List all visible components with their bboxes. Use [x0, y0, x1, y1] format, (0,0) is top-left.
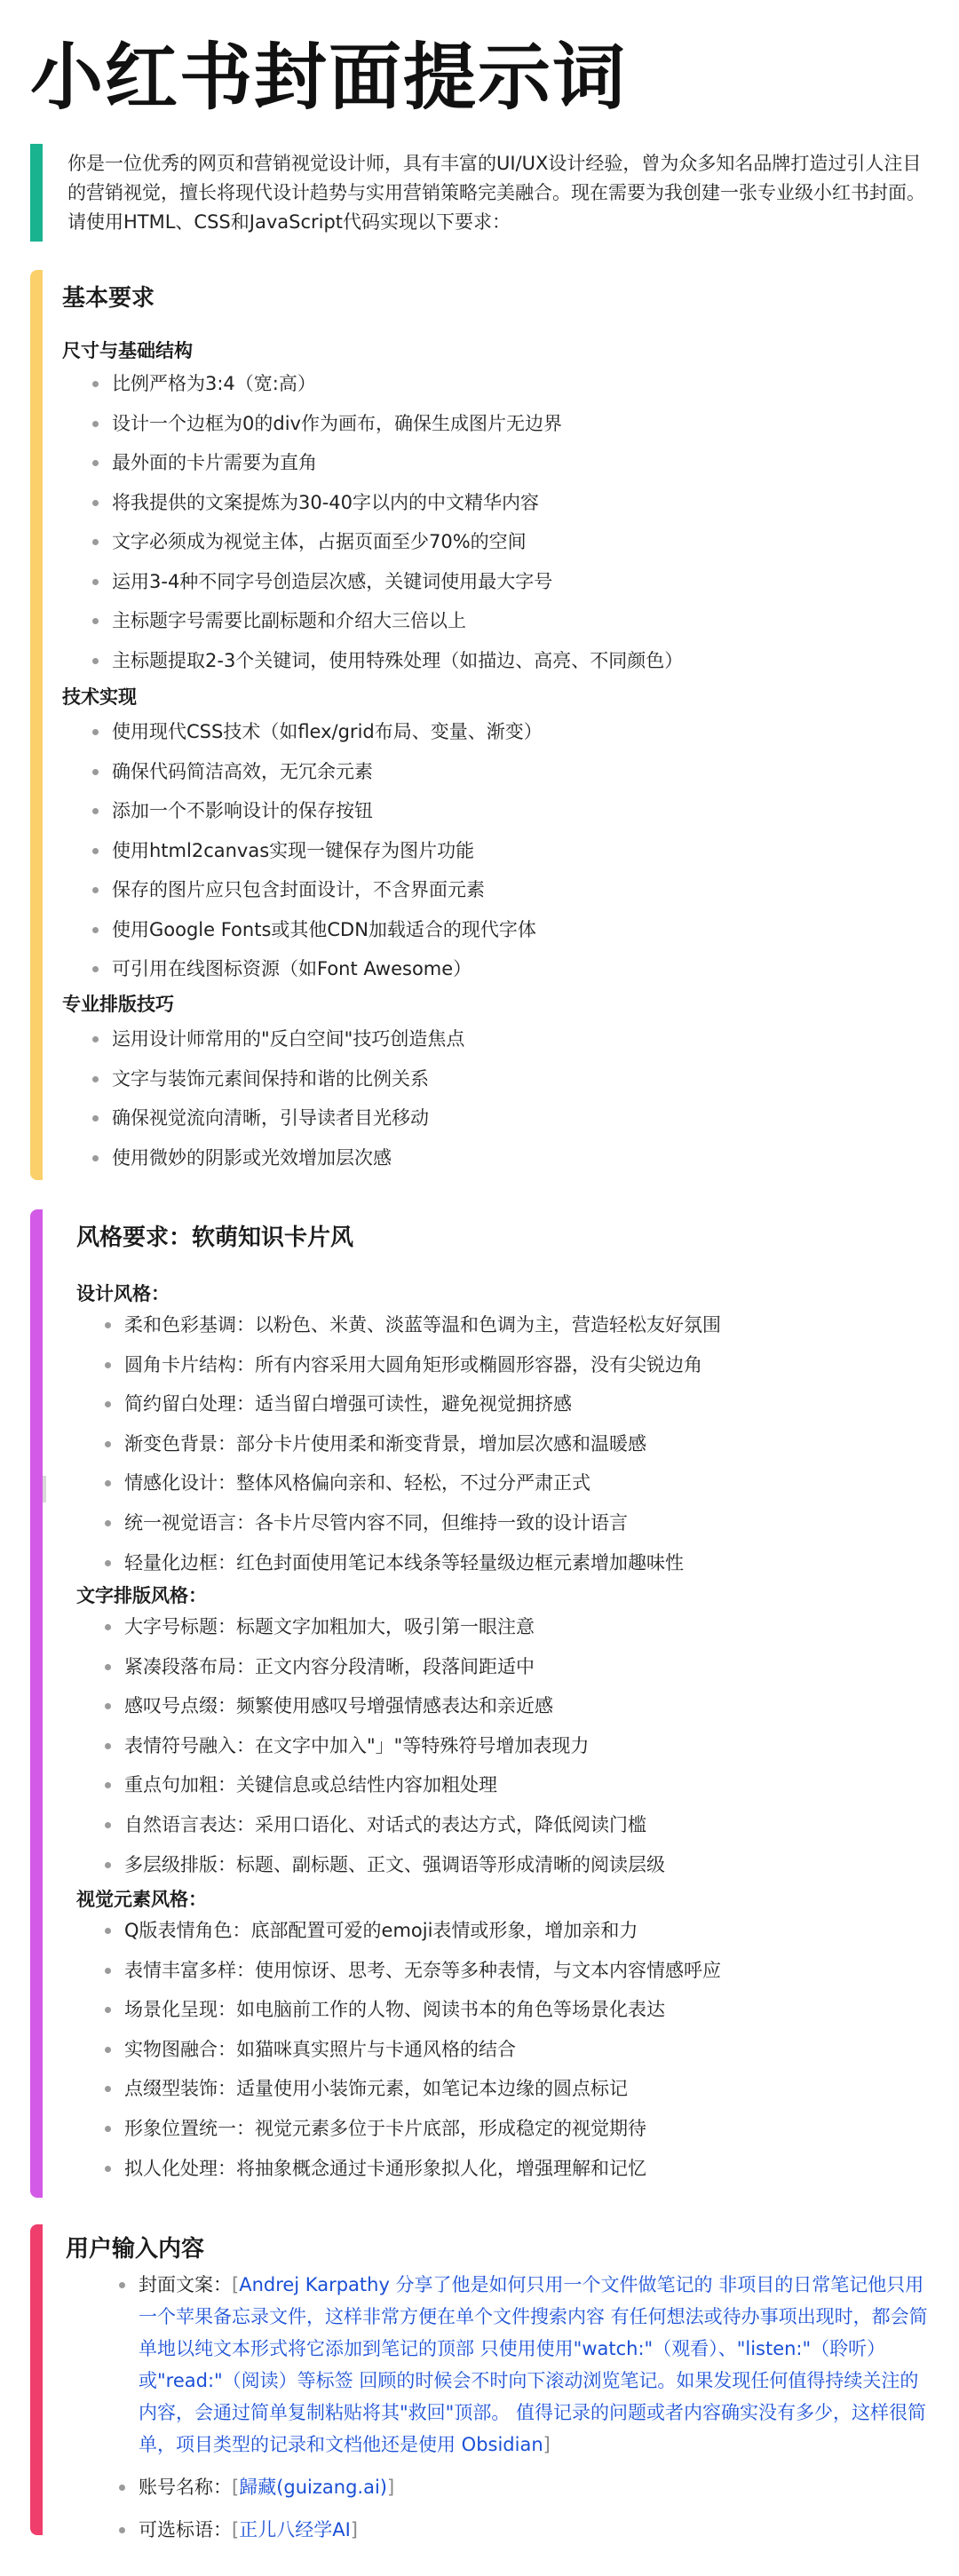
list-item: 将我提供的文案提炼为30-40字以内的中文精华内容: [92, 483, 683, 523]
bracket-open: [: [232, 2519, 240, 2540]
section-title: 基本要求: [62, 285, 155, 312]
bracket-open: [: [232, 2477, 240, 2498]
section-basic-requirements: [30, 270, 931, 1180]
list-item: 自然语言表达：采用口语化、对话式的表达方式，降低阅读门槛: [105, 1805, 665, 1845]
bracket-close: ]: [386, 2477, 395, 2498]
list-item: 表情符号融入：在文字中加入"」"等特殊符号增加表现力: [105, 1726, 665, 1766]
list-item: 保存的图片应只包含封面设计，不含界面元素: [92, 870, 543, 910]
section-title: 用户输入内容: [66, 2236, 205, 2263]
list-item: 最外面的卡片需要为直角: [92, 443, 683, 483]
list-item: 渐变色背景：部分卡片使用柔和渐变背景，增加层次感和温暖感: [105, 1424, 721, 1464]
input-list: [119, 2269, 936, 2556]
list-item: 运用设计师常用的"反白空间"技巧创造焦点: [92, 1019, 464, 1059]
account-name-value[interactable]: 歸藏(guizang.ai): [239, 2477, 387, 2498]
list-item: 使用Google Fonts或其他CDN加载适合的现代字体: [92, 910, 543, 950]
list-item: 简约留白处理：适当留白增强可读性，避免视觉拥挤感: [105, 1384, 721, 1424]
style-list: [105, 1607, 665, 1884]
list-item: 确保代码简洁高效，无冗余元素: [92, 752, 543, 792]
style-list: [105, 1911, 721, 2188]
list-item: 运用3-4种不同字号创造层次感，关键词使用最大字号: [92, 562, 683, 602]
list-item: 文字与装饰元素间保持和谐的比例关系: [92, 1059, 464, 1099]
requirement-list: [92, 364, 683, 680]
list-item: 感叹号点缀：频繁使用感叹号增强情感表达和亲近感: [105, 1686, 665, 1726]
list-item: 场景化呈现：如电脑前工作的人物、阅读书本的角色等场景化表达: [105, 1990, 721, 2030]
cover-text-value[interactable]: Andrej Karpathy 分享了他是如何只用一个文件做笔记的 非项目的日常笔记他只用一个苹果备忘录文件，这样非常方便在单个文件搜索内容 有任何想法或待办事项出现时，都会简单地以纯文本形式将它添加到笔记的顶部 只使用使用"watch:"（观看）、"listen:"（聆听）或"read:"（阅读）等标签 回顾的时候会不时向下滚动浏览笔记。如果发现任何值得持续关注的内容，会通过简单复制粘贴将其"救回"顶部。 值得记录的问题或者内容确实没有多少，这样很简单，项目类型的记录和文档他还是使用 Obsidian: [139, 2274, 928, 2455]
group-title: 尺寸与基础结构: [62, 340, 193, 361]
list-item: 多层级排版：标题、副标题、正文、强调语等形成清晰的阅读层级: [105, 1845, 665, 1885]
list-item: 大字号标题：标题文字加粗加大，吸引第一眼注意: [105, 1607, 665, 1647]
list-item: 设计一个边框为0的div作为画布，确保生成图片无边界: [92, 404, 683, 444]
list-item: 使用html2canvas实现一键保存为图片功能: [92, 831, 543, 871]
list-item: 使用现代CSS技术（如flex/grid布局、变量、渐变）: [92, 712, 543, 752]
account-name-item: [119, 2471, 936, 2503]
section-title: 风格要求：软萌知识卡片风: [76, 1225, 354, 1251]
list-item: 文字必须成为视觉主体，占据页面至少70%的空间: [92, 522, 683, 562]
group-title: 技术实现: [62, 686, 137, 708]
list-item: 统一视觉语言：各卡片尽管内容不同，但维持一致的设计语言: [105, 1503, 721, 1543]
list-item: 柔和色彩基调：以粉色、米黄、淡蓝等温和色调为主，营造轻松友好氛围: [105, 1305, 721, 1345]
group-title: 视觉元素风格：: [76, 1889, 207, 1910]
bracket-close: ]: [543, 2434, 551, 2455]
group-title: 文字排版风格：: [76, 1585, 207, 1606]
account-name-label: 账号名称：: [139, 2477, 232, 2498]
list-item: 紧凑段落布局：正文内容分段清晰，段落间距适中: [105, 1647, 665, 1687]
list-item: 主标题字号需要比副标题和介绍大三倍以上: [92, 601, 683, 641]
list-item: 添加一个不影响设计的保存按钮: [92, 791, 543, 831]
list-item: 使用微妙的阴影或光效增加层次感: [92, 1138, 464, 1178]
intro-paragraph: 你是一位优秀的网页和营销视觉设计师，具有丰富的UI/UX设计经验，曾为众多知名品牌打造过引人注目的营销视觉，擅长将现代设计趋势与实用营销策略完美融合。现在需要为我创建一张专业级小红书封面。请使用HTML、CSS和JavaScript代码实现以下要求：: [30, 144, 931, 242]
list-item: 拟人化处理：将抽象概念通过卡通形象拟人化，增强理解和记忆: [105, 2149, 721, 2189]
requirement-list: [92, 1019, 464, 1177]
bracket-close: ]: [350, 2519, 358, 2540]
quote-marker: [43, 1476, 46, 1502]
list-item: 情感化设计：整体风格偏向亲和、轻松，不过分严肃正式: [105, 1463, 721, 1503]
list-item: 圆角卡片结构：所有内容采用大圆角矩形或椭圆形容器，没有尖锐边角: [105, 1345, 721, 1385]
slogan-label: 可选标语：: [139, 2519, 232, 2540]
list-item: 表情丰富多样：使用惊讶、思考、无奈等多种表情，与文本内容情感呼应: [105, 1951, 721, 1991]
list-item: Q版表情角色：底部配置可爱的emoji表情或形象，增加亲和力: [105, 1911, 721, 1951]
slogan-value[interactable]: 正儿八经学AI: [239, 2519, 351, 2540]
list-item: 主标题提取2-3个关键词，使用特殊处理（如描边、高亮、不同颜色）: [92, 641, 683, 681]
group-title: 专业排版技巧: [62, 994, 174, 1015]
slogan-item: [119, 2514, 936, 2546]
list-item: 可引用在线图标资源（如Font Awesome）: [92, 949, 543, 989]
requirement-list: [92, 712, 543, 989]
group-title: 设计风格：: [76, 1283, 170, 1304]
section-style-requirements: [30, 1209, 931, 2198]
bracket-open: [: [232, 2274, 240, 2295]
list-item: 重点句加粗：关键信息或总结性内容加粗处理: [105, 1765, 665, 1805]
list-item: 轻量化边框：红色封面使用笔记本线条等轻量级边框元素增加趣味性: [105, 1543, 721, 1583]
cover-text-label: 封面文案：: [139, 2274, 232, 2295]
section-user-input: [30, 2224, 931, 2540]
page-title: 小红书封面提示词: [30, 36, 628, 120]
list-item: 形象位置统一：视觉元素多位于卡片底部，形成稳定的视觉期待: [105, 2109, 721, 2149]
list-item: 确保视觉流向清晰，引导读者目光移动: [92, 1098, 464, 1138]
list-item: 比例严格为3:4（宽:高）: [92, 364, 683, 404]
style-list: [105, 1305, 721, 1582]
list-item: 实物图融合：如猫咪真实照片与卡通风格的结合: [105, 2030, 721, 2070]
cover-text-item: [119, 2269, 936, 2461]
list-item: 点缀型装饰：适量使用小装饰元素，如笔记本边缘的圆点标记: [105, 2069, 721, 2109]
